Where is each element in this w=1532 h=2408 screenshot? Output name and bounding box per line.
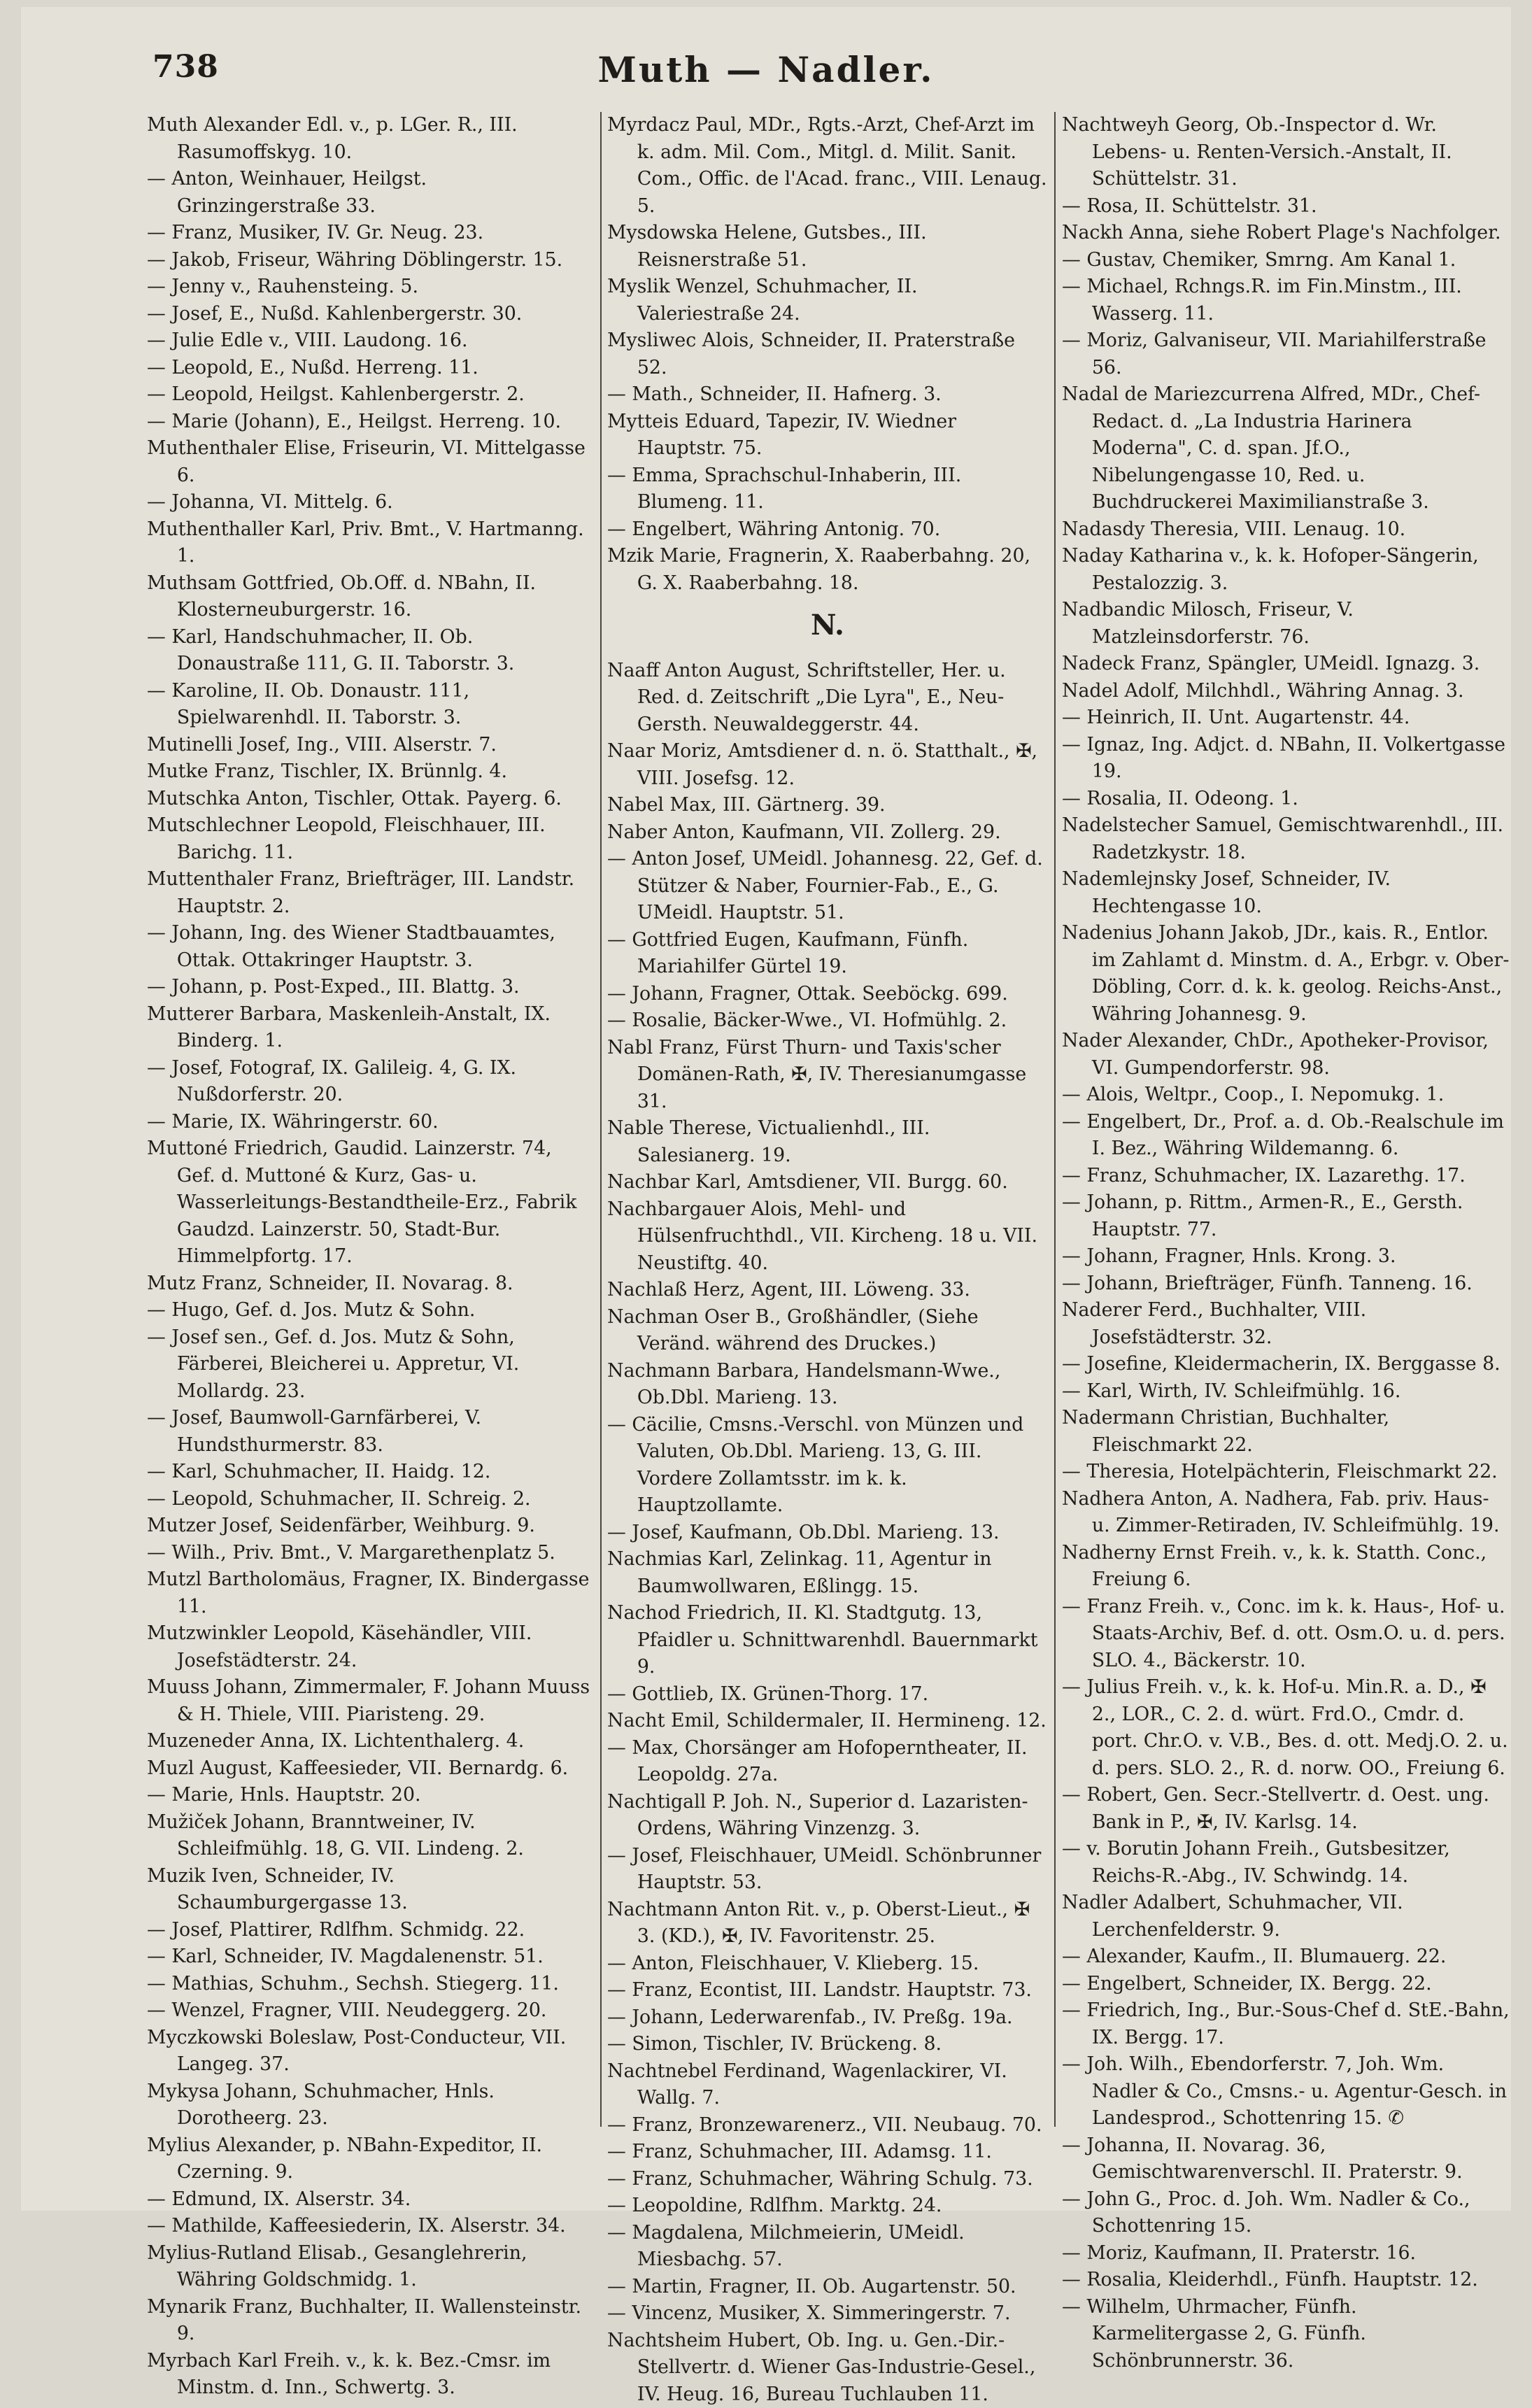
directory-entry: — Theresia, Hotelpächterin, Fleischmarkt 22. [1062, 1459, 1510, 1486]
directory-entry: — Johann, Ing. des Wiener Stadtbauamtes, Ottak. Ottakringer Hauptstr. 3. [147, 920, 595, 974]
directory-entry: — Rosalia, Kleiderhdl., Fünfh. Hauptstr. 12. [1062, 2267, 1510, 2294]
directory-entry: — Johann, Briefträger, Fünfh. Tanneng. 16. [1062, 1270, 1510, 1298]
directory-entry: Myrdacz Paul, MDr., Rgts.-Arzt, Chef-Arzt im k. adm. Mil. Com., Mitgl. d. Milit. Sanit. Com., Offic. de l'Acad. franc., VIII. Lenaug. 5. [607, 112, 1048, 220]
directory-entry: — John G., Proc. d. Joh. Wm. Nadler & Co., Schottenring 15. [1062, 2186, 1510, 2240]
directory-entry: — Jakob, Friseur, Währing Döblingerstr. 15. [147, 247, 595, 274]
directory-entry: — Joh. Wilh., Ebendorferstr. 7, Joh. Wm. Nadler & Co., Cmsns.- u. Agentur-Gesch. in Landesprod., Schottenring 15. ✆ [1062, 2051, 1510, 2132]
directory-entry: — Josef, Kaufmann, Ob.Dbl. Marieng. 13. [607, 1520, 1048, 1547]
directory-entry: — Math., Schneider, II. Hafnerg. 3. [607, 381, 1048, 409]
directory-entry: — Johann, Lederwarenfab., IV. Preßg. 19a. [607, 2004, 1048, 2032]
directory-entry: — Engelbert, Dr., Prof. a. d. Ob.-Realschule im I. Bez., Währing Wildemanng. 6. [1062, 1109, 1510, 1163]
directory-entry: Muzik Iven, Schneider, IV. Schaumburgergasse 13. [147, 1863, 595, 1917]
directory-entry: — Johann, Fragner, Hnls. Krong. 3. [1062, 1243, 1510, 1270]
directory-entry: — Michael, Rchngs.R. im Fin.Minstm., III. Wasserg. 11. [1062, 274, 1510, 327]
directory-entry: Mytteis Eduard, Tapezir, IV. Wiedner Hauptstr. 75. [607, 409, 1048, 462]
directory-entry: — Josef, Fleischhauer, UMeidl. Schönbrunner Hauptstr. 53. [607, 1843, 1048, 1897]
running-title: Muth — Nadler. [21, 49, 1511, 90]
directory-entry: — Emma, Sprachschul-Inhaberin, III. Blumeng. 11. [607, 462, 1048, 516]
directory-entry: Mylius Alexander, p. NBahn-Expeditor, II. Czerning. 9. [147, 2132, 595, 2186]
directory-entry: Nadel Adolf, Milchhdl., Währing Annag. 3. [1062, 678, 1510, 705]
directory-entry: — Magdalena, Milchmeierin, UMeidl. Miesbachg. 57. [607, 2220, 1048, 2274]
directory-entry: Naday Katharina v., k. k. Hofoper-Sängerin, Pestalozzig. 3. [1062, 543, 1510, 597]
column-2 [607, 112, 1048, 2155]
section-letter: N. [607, 612, 1048, 639]
column-1 [147, 112, 595, 2155]
directory-entry: Nadenius Johann Jakob, JDr., kais. R., Entlor. im Zahlamt d. Minstm. d. A., Erbgr. v. Ober-Döbling, Corr. d. k. k. geolog. Reichs-Anst., Währing Johannesg. 9. [1062, 920, 1510, 1028]
directory-entry: Myrbach Karl Freih. v., k. k. Bez.-Cmsr. im Minstm. d. Inn., Schwertg. 3. [147, 2348, 595, 2402]
directory-entry: Nadal de Mariezcurrena Alfred, MDr., Chef-Redact. d. „La Industria Harinera Moderna", C. d. span. Jf.O., Nibelungengasse 10, Red. u. Buchdruckerei Maximilianstraße 3. [1062, 381, 1510, 516]
directory-entry: — Heinrich, II. Unt. Augartenstr. 44. [1062, 704, 1510, 732]
directory-entry: — Rosa, II. Schüttelstr. 31. [1062, 193, 1510, 220]
directory-entry: Nader Alexander, ChDr., Apotheker-Provisor, VI. Gumpendorferstr. 98. [1062, 1028, 1510, 1082]
directory-entry: — Johann, Fragner, Ottak. Seeböckg. 699. [607, 981, 1048, 1008]
directory-entry: Nadasdy Theresia, VIII. Lenaug. 10. [1062, 516, 1510, 544]
directory-entry: Muuss Johann, Zimmermaler, F. Johann Muuss & H. Thiele, VIII. Piaristeng. 29. [147, 1674, 595, 1728]
directory-entry: — Johanna, VI. Mittelg. 6. [147, 489, 595, 516]
directory-entry: — Rosalia, II. Odeong. 1. [1062, 786, 1510, 813]
directory-entry: Muttoné Friedrich, Gaudid. Lainzerstr. 74, Gef. d. Muttoné & Kurz, Gas- u. Wasserleitungs-Bestandtheile-Erz., Fabrik Gaudzd. Lainzerstr. 50, Stadt-Bur. Himmelpfortg. 17. [147, 1135, 595, 1270]
directory-entry: — Mathilde, Kaffeesiederin, IX. Alserstr. 34. [147, 2213, 595, 2240]
directory-entry: — Franz, Schuhmacher, III. Adamsg. 11. [607, 2139, 1048, 2166]
directory-entry: Mykysa Johann, Schuhmacher, Hnls. Dorotheerg. 23. [147, 2078, 595, 2132]
directory-entry: — Marie, IX. Währingerstr. 60. [147, 1109, 595, 1136]
directory-entry: — Julie Edle v., VIII. Laudong. 16. [147, 327, 595, 355]
directory-entry: — Leopold, Heilgst. Kahlenbergerstr. 2. [147, 381, 595, 409]
directory-entry: — Moriz, Galvaniseur, VII. Mariahilferstraße 56. [1062, 327, 1510, 381]
directory-entry: — Marie (Johann), E., Heilgst. Herreng. 10. [147, 409, 595, 436]
directory-entry: — Rosalie, Bäcker-Wwe., VI. Hofmühlg. 2. [607, 1007, 1048, 1035]
directory-entry: — Leopold, E., Nußd. Herreng. 11. [147, 355, 595, 382]
directory-entry: — Engelbert, Schneider, IX. Bergg. 22. [1062, 1971, 1510, 1998]
directory-entry: — Alexander, Kaufm., II. Blumauerg. 22. [1062, 1943, 1510, 1971]
directory-entry: Mysdowska Helene, Gutsbes., III. Reisnerstraße 51. [607, 220, 1048, 274]
directory-entry: Mutterer Barbara, Maskenleih-Anstalt, IX. Binderg. 1. [147, 1001, 595, 1055]
directory-entry: — Wilh., Priv. Bmt., V. Margarethenplatz 5. [147, 1540, 595, 1567]
directory-entry: Nachbargauer Alois, Mehl- und Hülsenfruchthdl., VII. Kircheng. 18 u. VII. Neustiftg. 40. [607, 1196, 1048, 1277]
directory-entry: — Anton, Weinhauer, Heilgst. Grinzingerstraße 33. [147, 166, 595, 220]
directory-entry: Nadherny Ernst Freih. v., k. k. Statth. Conc., Freiung 6. [1062, 1540, 1510, 1594]
directory-entry: — Josef, E., Nußd. Kahlenbergerstr. 30. [147, 301, 595, 328]
directory-entry: Nachtnebel Ferdinand, Wagenlackirer, VI. Wallg. 7. [607, 2058, 1048, 2112]
directory-entry: — Robert, Gen. Secr.-Stellvertr. d. Oest. ung. Bank in P., ✠, IV. Karlsg. 14. [1062, 1782, 1510, 1836]
directory-entry: — Anton Josef, UMeidl. Johannesg. 22, Gef. d. Stützer & Naber, Fournier-Fab., E., G. UMeidl. Hauptstr. 51. [607, 846, 1048, 927]
directory-entry: — Johanna, II. Novarag. 36, Gemischtwarenverschl. II. Praterstr. 9. [1062, 2132, 1510, 2186]
directory-entry: Muthenthaler Elise, Friseurin, VI. Mittelgasse 6. [147, 435, 595, 489]
directory-entry: Nadeck Franz, Spängler, UMeidl. Ignazg. 3. [1062, 651, 1510, 678]
directory-entry: Nademlejnsky Josef, Schneider, IV. Hechtengasse 10. [1062, 866, 1510, 920]
directory-entry: — Engelbert, Währing Antonig. 70. [607, 516, 1048, 544]
directory-entry: Muttenthaler Franz, Briefträger, III. Landstr. Hauptstr. 2. [147, 866, 595, 920]
directory-entry: Mutzwinkler Leopold, Käsehändler, VIII. Josefstädterstr. 24. [147, 1620, 595, 1674]
directory-entry: Myczkowski Boleslaw, Post-Conducteur, VII. Langeg. 37. [147, 2025, 595, 2078]
directory-entry: — Julius Freih. v., k. k. Hof-u. Min.R. a. D., ✠ 2., LOR., C. 2. d. würt. Frd.O., Cmdr. d. port. Chr.O. v. V.B., Bes. d. ott. Medj.O. 2. u. d. pers. SLO. 2., R. d. norw. OO., Freiung 6. [1062, 1674, 1510, 1782]
directory-entry: — Gustav, Chemiker, Smrng. Am Kanal 1. [1062, 247, 1510, 274]
directory-entry: — Simon, Tischler, IV. Brückeng. 8. [607, 2031, 1048, 2058]
directory-entry: — Franz, Bronzewarenerz., VII. Neubaug. 70. [607, 2112, 1048, 2139]
column-2-entries [607, 112, 1048, 597]
directory-entry: — Leopoldine, Rdlfhm. Marktg. 24. [607, 2193, 1048, 2220]
directory-entry: Nachtigall P. Joh. N., Superior d. Lazaristen-Ordens, Währing Vinzenzg. 3. [607, 1789, 1048, 1843]
directory-entry: — Franz, Schuhmacher, IX. Lazarethg. 17. [1062, 1163, 1510, 1190]
directory-entry: — Martin, Fragner, II. Ob. Augartenstr. 50. [607, 2274, 1048, 2301]
directory-entry: Nachod Friedrich, II. Kl. Stadtgutg. 13, Pfaidler u. Schnittwarenhdl. Bauernmarkt 9. [607, 1600, 1048, 1681]
directory-entry: Mužiček Johann, Branntweiner, IV. Schleifmühlg. 18, G. VII. Lindeng. 2. [147, 1809, 595, 1863]
directory-entry: Mutke Franz, Tischler, IX. Brünnlg. 4. [147, 758, 595, 786]
directory-page [21, 7, 1511, 2211]
directory-entry: Nacht Emil, Schildermaler, II. Hermineng. 12. [607, 1708, 1048, 1735]
directory-entry: Mutinelli Josef, Ing., VIII. Alserstr. 7. [147, 732, 595, 759]
directory-entry: — Alois, Weltpr., Coop., I. Nepomukg. 1. [1062, 1082, 1510, 1109]
directory-entry: Nadelstecher Samuel, Gemischtwarenhdl., III. Radetzkystr. 18. [1062, 812, 1510, 866]
directory-entry: Nachbar Karl, Amtsdiener, VII. Burgg. 60. [607, 1169, 1048, 1196]
directory-entry: Nackh Anna, siehe Robert Plage's Nachfolger. [1062, 220, 1510, 247]
directory-entry: — Mathias, Schuhm., Sechsh. Stiegerg. 11. [147, 1971, 595, 1998]
directory-entry: Mynarik Franz, Buchhalter, II. Wallensteinstr. 9. [147, 2294, 595, 2348]
directory-entry: — Josef sen., Gef. d. Jos. Mutz & Sohn, Färberei, Bleicherei u. Appretur, VI. Mollardg. 23. [147, 1324, 595, 1405]
directory-entry: Nabel Max, III. Gärtnerg. 39. [607, 792, 1048, 819]
directory-entry: — Vincenz, Musiker, X. Simmeringerstr. 7. [607, 2300, 1048, 2328]
directory-entry: — Karl, Schuhmacher, II. Haidg. 12. [147, 1459, 595, 1486]
directory-entry: — Friedrich, Ing., Bur.-Sous-Chef d. StE.-Bahn, IX. Bergg. 17. [1062, 1997, 1510, 2051]
directory-entry: Nachtweyh Georg, Ob.-Inspector d. Wr. Lebens- u. Renten-Versich.-Anstalt, II. Schüttelstr. 31. [1062, 112, 1510, 193]
directory-entry: Naber Anton, Kaufmann, VII. Zollerg. 29. [607, 819, 1048, 847]
directory-entry: Nachman Oser B., Großhändler, (Siehe Veränd. während des Druckes.) [607, 1304, 1048, 1358]
directory-entry: — v. Borutin Johann Freih., Gutsbesitzer, Reichs-R.-Abg., IV. Schwindg. 14. [1062, 1836, 1510, 1890]
directory-entry: — Gottlieb, IX. Grünen-Thorg. 17. [607, 1681, 1048, 1708]
directory-entry: — Franz, Schuhmacher, Währing Schulg. 73. [607, 2166, 1048, 2193]
directory-entry: Naderer Ferd., Buchhalter, VIII. Josefstädterstr. 32. [1062, 1297, 1510, 1351]
directory-entry: Muth Alexander Edl. v., p. LGer. R., III. Rasumoffskyg. 10. [147, 112, 595, 166]
directory-entry: Mutschka Anton, Tischler, Ottak. Payerg. 6. [147, 786, 595, 813]
directory-entry: Mysliwec Alois, Schneider, II. Praterstraße 52. [607, 327, 1048, 381]
directory-entry: Mutzer Josef, Seidenfärber, Weihburg. 9. [147, 1513, 595, 1540]
directory-entry: Nable Therese, Victualienhdl., III. Salesianerg. 19. [607, 1115, 1048, 1169]
directory-entry: — Marie, Hnls. Hauptstr. 20. [147, 1782, 595, 1809]
directory-entry: Naar Moriz, Amtsdiener d. n. ö. Statthalt., ✠, VIII. Josefsg. 12. [607, 738, 1048, 792]
directory-entry: Naaff Anton August, Schriftsteller, Her. u. Red. d. Zeitschrift „Die Lyra", E., Neu-Gersth. Neuwaldeggerstr. 44. [607, 658, 1048, 739]
directory-entry: — Cäcilie, Cmsns.-Verschl. von Münzen und Valuten, Ob.Dbl. Marieng. 13, G. III. Vordere Zollamtsstr. im k. k. Hauptzollamte. [607, 1412, 1048, 1520]
directory-entry: — Anton, Fleischhauer, V. Klieberg. 15. [607, 1950, 1048, 1978]
directory-entry: — Karl, Schneider, IV. Magdalenenstr. 51. [147, 1943, 595, 1971]
column-3 [1062, 112, 1510, 2155]
directory-entry: — Karl, Wirth, IV. Schleifmühlg. 16. [1062, 1378, 1510, 1405]
directory-entry: — Franz Freih. v., Conc. im k. k. Haus-, Hof- u. Staats-Archiv, Bef. d. ott. Osm.O. u. d. pers. SLO. 4., Bäckerstr. 10. [1062, 1594, 1510, 1675]
directory-entry: — Karl, Handschuhmacher, II. Ob. Donaustraße 111, G. II. Taborstr. 3. [147, 624, 595, 678]
column-divider [1054, 112, 1056, 2127]
directory-entry: — Johann, p. Post-Exped., III. Blattg. 3. [147, 974, 595, 1001]
directory-entry: Nabl Franz, Fürst Thurn- und Taxis'scher Domänen-Rath, ✠, IV. Theresianumgasse 31. [607, 1035, 1048, 1116]
directory-entry: Nachlaß Herz, Agent, III. Löweng. 33. [607, 1277, 1048, 1304]
directory-entry: Muthsam Gottfried, Ob.Off. d. NBahn, II. Klosterneuburgerstr. 16. [147, 570, 595, 624]
directory-entry: Muzl August, Kaffeesieder, VII. Bernardg. 6. [147, 1755, 595, 1783]
directory-entry: — Wilhelm, Uhrmacher, Fünfh. Karmelitergasse 2, G. Fünfh. Schönbrunnerstr. 36. [1062, 2294, 1510, 2375]
directory-entry: Mutschlechner Leopold, Fleischhauer, III. Barichg. 11. [147, 812, 595, 866]
directory-entry: Myslik Wenzel, Schuhmacher, II. Valeriestraße 24. [607, 274, 1048, 327]
directory-entry: — Johann, p. Rittm., Armen-R., E., Gersth. Hauptstr. 77. [1062, 1189, 1510, 1243]
directory-entry: Nadbandic Milosch, Friseur, V. Matzleinsdorferstr. 76. [1062, 597, 1510, 651]
directory-entry: Nachmias Karl, Zelinkag. 11, Agentur in Baumwollwaren, Eßlingg. 15. [607, 1546, 1048, 1600]
directory-entry: Muthenthaller Karl, Priv. Bmt., V. Hartmanng. 1. [147, 516, 595, 570]
page-header [21, 49, 1511, 105]
directory-entry: — Josefine, Kleidermacherin, IX. Berggasse 8. [1062, 1351, 1510, 1378]
directory-entry: — Josef, Baumwoll-Garnfärberei, V. Hundsthurmerstr. 83. [147, 1405, 595, 1459]
column-2-entries-after [607, 658, 1048, 2408]
directory-entry: Mutz Franz, Schneider, II. Novarag. 8. [147, 1270, 595, 1298]
directory-entry: Nadler Adalbert, Schuhmacher, VII. Lerchenfelderstr. 9. [1062, 1890, 1510, 1943]
directory-entry: Nachmann Barbara, Handelsmann-Wwe., Ob.Dbl. Marieng. 13. [607, 1358, 1048, 1412]
directory-entry: — Wenzel, Fragner, VIII. Neudeggerg. 20. [147, 1997, 595, 2025]
page-number: 738 [153, 49, 219, 85]
column-divider [600, 112, 602, 2127]
directory-entry: — Edmund, IX. Alserstr. 34. [147, 2186, 595, 2214]
directory-entry: — Ignaz, Ing. Adjct. d. NBahn, II. Volkertgasse 19. [1062, 732, 1510, 786]
directory-entry: Nachtsheim Hubert, Ob. Ing. u. Gen.-Dir.-Stellvertr. d. Wiener Gas-Industrie-Gesel., IV. Heug. 16, Bureau Tuchlauben 11. [607, 2328, 1048, 2408]
directory-entry: — Josef, Fotograf, IX. Galileig. 4, G. IX. Nußdorferstr. 20. [147, 1055, 595, 1109]
directory-entry: — Jenny v., Rauhensteing. 5. [147, 274, 595, 301]
directory-entry: Mzik Marie, Fragnerin, X. Raaberbahng. 20, G. X. Raaberbahng. 18. [607, 543, 1048, 597]
directory-entry: — Franz, Musiker, IV. Gr. Neug. 23. [147, 220, 595, 247]
directory-entry: Nachtmann Anton Rit. v., p. Oberst-Lieut., ✠ 3. (KD.), ✠, IV. Favoritenstr. 25. [607, 1897, 1048, 1950]
directory-entry: — Moriz, Kaufmann, II. Praterstr. 16. [1062, 2240, 1510, 2267]
directory-entry: Nadhera Anton, A. Nadhera, Fab. priv. Haus- u. Zimmer-Retiraden, IV. Schleifmühlg. 19. [1062, 1486, 1510, 1540]
directory-entry: — Leopold, Schuhmacher, II. Schreig. 2. [147, 1486, 595, 1513]
directory-entry: Mylius-Rutland Elisab., Gesanglehrerin, Währing Goldschmidg. 1. [147, 2240, 595, 2294]
directory-entry: — Josef, Plattirer, Rdlfhm. Schmidg. 22. [147, 1917, 595, 1944]
directory-entry: — Hugo, Gef. d. Jos. Mutz & Sohn. [147, 1297, 595, 1324]
directory-entry: Muzeneder Anna, IX. Lichtenthalerg. 4. [147, 1728, 595, 1755]
directory-entry: — Franz, Econtist, III. Landstr. Hauptstr. 73. [607, 1977, 1048, 2004]
directory-entry: — Gottfried Eugen, Kaufmann, Fünfh. Mariahilfer Gürtel 19. [607, 927, 1048, 981]
directory-entry: Mutzl Bartholomäus, Fragner, IX. Bindergasse 11. [147, 1566, 595, 1620]
directory-entry: Nadermann Christian, Buchhalter, Fleischmarkt 22. [1062, 1405, 1510, 1459]
directory-entry: — Max, Chorsänger am Hofoperntheater, II. Leopoldg. 27a. [607, 1735, 1048, 1789]
directory-entry: — Karoline, II. Ob. Donaustr. 111, Spielwarenhdl. II. Taborstr. 3. [147, 678, 595, 732]
